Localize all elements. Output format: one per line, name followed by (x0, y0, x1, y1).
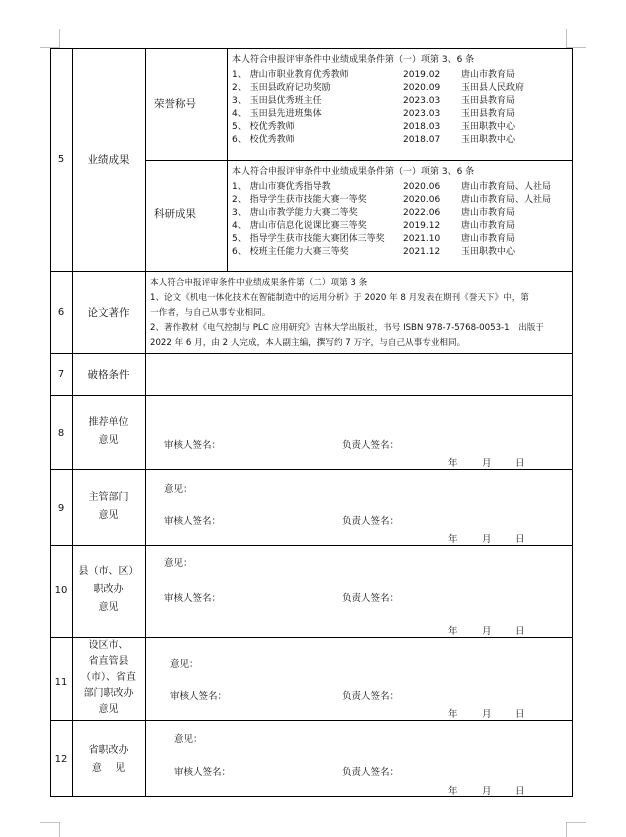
paper-line: 1、论文《机电一体化技术在智能制造中的运用分析》于 2020 年 8 月发表在期刊《誉天下》中，第 (150, 293, 529, 303)
row7-label: 破格条件 (87, 369, 130, 381)
item-name: 6、 校班主任能力大赛三等奖 (232, 247, 349, 257)
row9-number: 9 (57, 503, 65, 514)
item-date: 2020.09 (403, 83, 441, 93)
row12-month-label: 月 (482, 786, 492, 797)
crop-mark-bottom-left-v (59, 822, 60, 837)
item-name: 1、 唐山市赛优秀指导教 (232, 182, 331, 192)
row-divider-10-11 (50, 637, 573, 638)
item-date: 2018.03 (403, 122, 441, 132)
row11-year-label: 年 (448, 709, 458, 720)
item-org: 唐山市教育局 (461, 234, 516, 244)
label-line: 省职改办 (88, 745, 129, 756)
label-line: 县（市、区） (78, 566, 139, 577)
item-org: 玉田职教中心 (461, 135, 516, 145)
row10-reviewer-signature-label: 审核人签名： (164, 593, 222, 604)
row11-number: 11 (54, 677, 68, 688)
item-date: 2020.06 (403, 182, 441, 192)
row8-month-label: 月 (482, 458, 492, 469)
item-org: 唐山市教育局、人社局 (461, 182, 552, 192)
item-date: 2023.03 (403, 96, 441, 106)
row12-reviewer-signature-label: 审核人签名： (174, 767, 232, 778)
row8-reviewer-signature-label: 审核人签名： (164, 440, 222, 451)
item-name: 2、 指导学生获市技能大赛一等奖 (232, 195, 367, 205)
item-name: 3、 唐山市教学能力大赛二等奖 (232, 208, 358, 218)
row-divider-8-9 (50, 469, 573, 470)
item-date: 2018.07 (403, 135, 441, 145)
item-name: 4、 玉田县先进班集体 (232, 109, 322, 119)
crop-mark-bottom-right-v (566, 822, 567, 837)
row9-year-label: 年 (448, 534, 458, 545)
paper-line: 一作者，与自己从事专业相同。 (150, 308, 271, 318)
row5-label: 业绩成果 (87, 154, 130, 166)
row10-month-label: 月 (482, 626, 492, 637)
application-form-table (50, 48, 572, 796)
item-org: 玉田职教中心 (461, 247, 516, 257)
label-line: 意 见 (91, 763, 126, 774)
item-org: 玉田县教育局 (461, 109, 516, 119)
row5-sub-divider (145, 160, 573, 161)
label-line: （市）、省直 (81, 672, 136, 683)
item-org: 唐山市教育局 (461, 70, 516, 80)
row7-number: 7 (57, 369, 65, 380)
row10-year-label: 年 (448, 626, 458, 637)
item-org: 唐山市教育局、人社局 (461, 195, 552, 205)
label-line: 意见 (98, 510, 119, 521)
honor-titles-label: 荣誉称号 (154, 98, 196, 110)
row10-opinion-label: 意见： (164, 558, 193, 569)
row-divider-11-12 (50, 720, 573, 721)
table-border-top (50, 48, 573, 49)
row6-label: 论文著作 (87, 307, 130, 319)
row8-year-label: 年 (448, 458, 458, 469)
label-line: 推荐单位 (88, 417, 129, 428)
row11-reviewer-signature-label: 审核人签名： (170, 691, 228, 702)
item-name: 3、 玉田县优秀班主任 (232, 96, 322, 106)
row10-number: 10 (54, 585, 68, 596)
crop-mark-top-left-v (59, 29, 60, 48)
crop-mark-bottom-left-h (40, 822, 60, 823)
item-name: 1、 唐山市职业教育优秀教师 (232, 70, 349, 80)
row6-number: 6 (57, 307, 65, 318)
item-date: 2021.10 (403, 234, 441, 244)
item-org: 玉田县人民政府 (461, 83, 525, 93)
row11-month-label: 月 (482, 709, 492, 720)
paper-line: 本人符合申报评审条件中业绩成果条件第（二）项第 3 条 (150, 278, 368, 288)
label-line: 省直管县 (88, 656, 129, 667)
item-org: 唐山市教育局 (461, 221, 516, 231)
item-date: 2020.06 (403, 195, 441, 205)
row9-leader-signature-label: 负责人签名： (342, 516, 400, 527)
item-date: 2019.02 (403, 70, 441, 80)
item-name: 2、 玉田县政府记功奖励 (232, 83, 331, 93)
item-name: 5、 校优秀教师 (232, 122, 295, 132)
item-date: 2023.03 (403, 109, 441, 119)
crop-mark-top-right-v (566, 29, 567, 48)
label-line: 主管部门 (88, 492, 129, 503)
row12-day-label: 日 (515, 786, 525, 797)
paper-line: 2、著作教材《电气控制与 PLC 应用研究》吉林大学出版社，书号 ISBN 978-7-5768-0053-1 出版于 (150, 323, 544, 333)
row11-opinion-label: 意见： (170, 659, 199, 670)
row10-leader-signature-label: 负责人签名： (342, 593, 400, 604)
item-org: 玉田职教中心 (461, 122, 516, 132)
table-border-bottom (50, 796, 573, 797)
row9-reviewer-signature-label: 审核人签名： (164, 516, 222, 527)
item-org: 唐山市教育局 (461, 208, 516, 218)
row-divider-6-7 (50, 353, 573, 354)
label-line: 意见 (98, 435, 119, 446)
section-intro: 本人符合申报评审条件中业绩成果条件第（一）项第 3、6 条 (232, 55, 475, 65)
label-line: 设区市、 (88, 640, 129, 651)
label-line: 职改办 (93, 584, 124, 595)
row8-day-label: 日 (515, 458, 525, 469)
label-line: 部门职改办 (83, 688, 134, 699)
row8-leader-signature-label: 负责人签名： (342, 440, 400, 451)
item-name: 5、 指导学生获市技能大赛团体三等奖 (232, 234, 385, 244)
item-date: 2019.12 (403, 221, 441, 231)
item-date: 2022.06 (403, 208, 441, 218)
crop-mark-bottom-right-h (566, 822, 586, 823)
item-name: 6、 校优秀教师 (232, 135, 295, 145)
label-line: 意见 (98, 602, 119, 613)
item-org: 玉田县教育局 (461, 96, 516, 106)
item-name: 4、 唐山市信息化说课比赛三等奖 (232, 221, 367, 231)
item-date: 2021.12 (403, 247, 441, 257)
row-divider-7-8 (50, 395, 573, 396)
row9-opinion-label: 意见： (164, 484, 193, 495)
row-divider-9-10 (50, 545, 573, 546)
row9-month-label: 月 (482, 534, 492, 545)
row11-day-label: 日 (515, 709, 525, 720)
row12-leader-signature-label: 负责人签名： (342, 767, 400, 778)
row11-leader-signature-label: 负责人签名： (342, 691, 400, 702)
research-results-label: 科研成果 (154, 208, 196, 220)
row12-year-label: 年 (448, 786, 458, 797)
row10-day-label: 日 (515, 626, 525, 637)
row9-day-label: 日 (515, 534, 525, 545)
row5-number: 5 (57, 154, 65, 165)
row-divider-5-6 (50, 271, 573, 272)
row12-opinion-label: 意见： (174, 734, 203, 745)
paper-line: 2022 年 6 月，由 2 人完成，本人副主编，撰写约 7 万字，与自己从事专业相同。 (150, 338, 466, 348)
row8-number: 8 (57, 428, 65, 439)
row12-number: 12 (54, 754, 68, 765)
label-line: 意见 (98, 704, 119, 715)
section-intro: 本人符合申报评审条件中业绩成果条件第（一）项第 3、6 条 (232, 167, 475, 177)
